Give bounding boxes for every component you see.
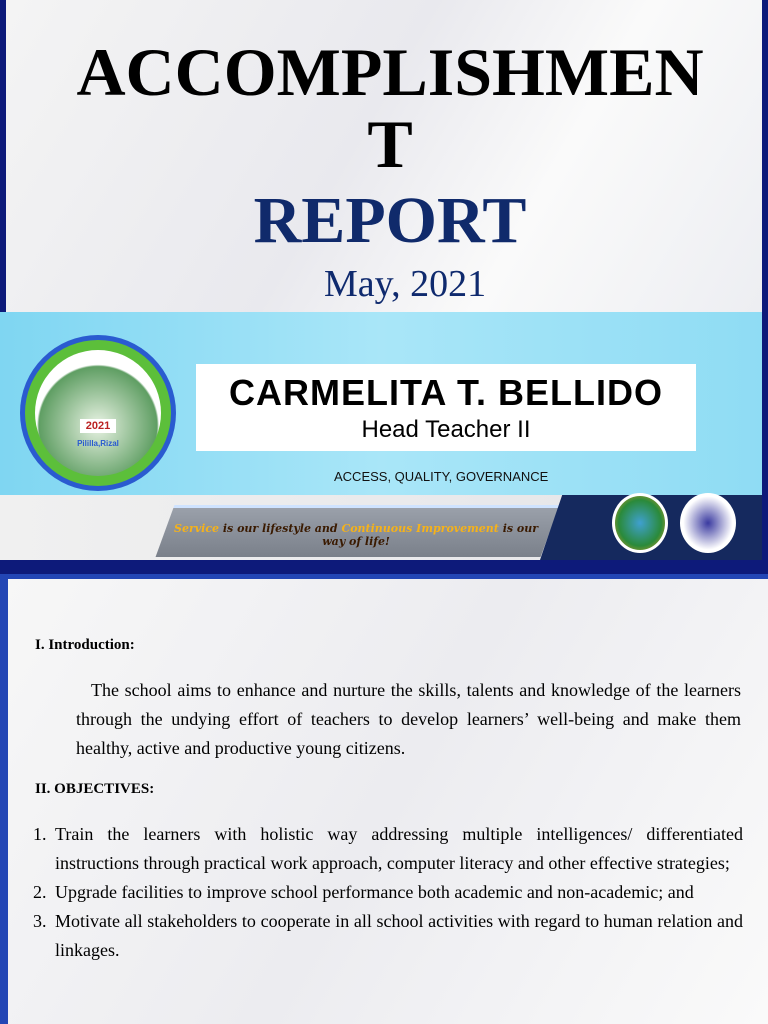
objective-item <box>33 907 743 965</box>
objective-number: 3. <box>33 911 47 931</box>
slogan-word: Continuous <box>341 522 413 535</box>
slogan-text: is our lifestyle and <box>219 522 342 535</box>
rizal-seal-icon <box>612 493 668 553</box>
slogan-text: is our way of life! <box>322 522 539 548</box>
report-date: May, 2021 <box>324 263 487 305</box>
deped-seal-icon <box>680 493 736 553</box>
intro-text: The school aims to enhance and nurture the skills, talents and knowledge of the learners through the undying effort of teachers to develop learners’ well-being and make them healthy, active and productive young citizens. <box>76 680 741 758</box>
title-line-2: T <box>367 106 413 182</box>
objective-text: Motivate all stakeholders to cooperate in all school activities with regard to human relation and linkages. <box>55 911 743 960</box>
objective-number: 2. <box>33 882 47 902</box>
slogan-word: Service <box>174 522 220 535</box>
slogan-banner <box>156 505 560 557</box>
logo-place: Pililla,Rizal <box>77 438 119 448</box>
title-line-3: REPORT <box>253 184 527 257</box>
objective-text: Upgrade facilities to improve school performance both academic and non-academic; and <box>55 882 694 902</box>
name-box <box>196 364 696 451</box>
person-name: CARMELITA T. BELLIDO <box>229 372 663 413</box>
objectives-heading: II. OBJECTIVES: <box>35 781 155 797</box>
school-logo <box>20 335 176 491</box>
slogan-word: Improvement <box>416 522 499 535</box>
objective-text: Train the learners with holistic way addressing multiple intelligences/ differentiated instructions through practical work approach, computer literacy and other effective strategies; <box>55 824 743 873</box>
title-line-1: ACCOMPLISHMEN <box>76 34 704 110</box>
content-slide <box>0 574 768 1024</box>
intro-heading: I. Introduction: <box>35 637 135 653</box>
objective-number: 1. <box>33 824 47 844</box>
objective-item <box>33 878 743 907</box>
objective-item <box>33 820 743 878</box>
person-role: Head Teacher II <box>361 416 531 443</box>
objectives-list <box>33 820 743 965</box>
motto: ACCESS, QUALITY, GOVERNANCE <box>334 469 549 484</box>
logo-year: 2021 <box>80 419 116 433</box>
